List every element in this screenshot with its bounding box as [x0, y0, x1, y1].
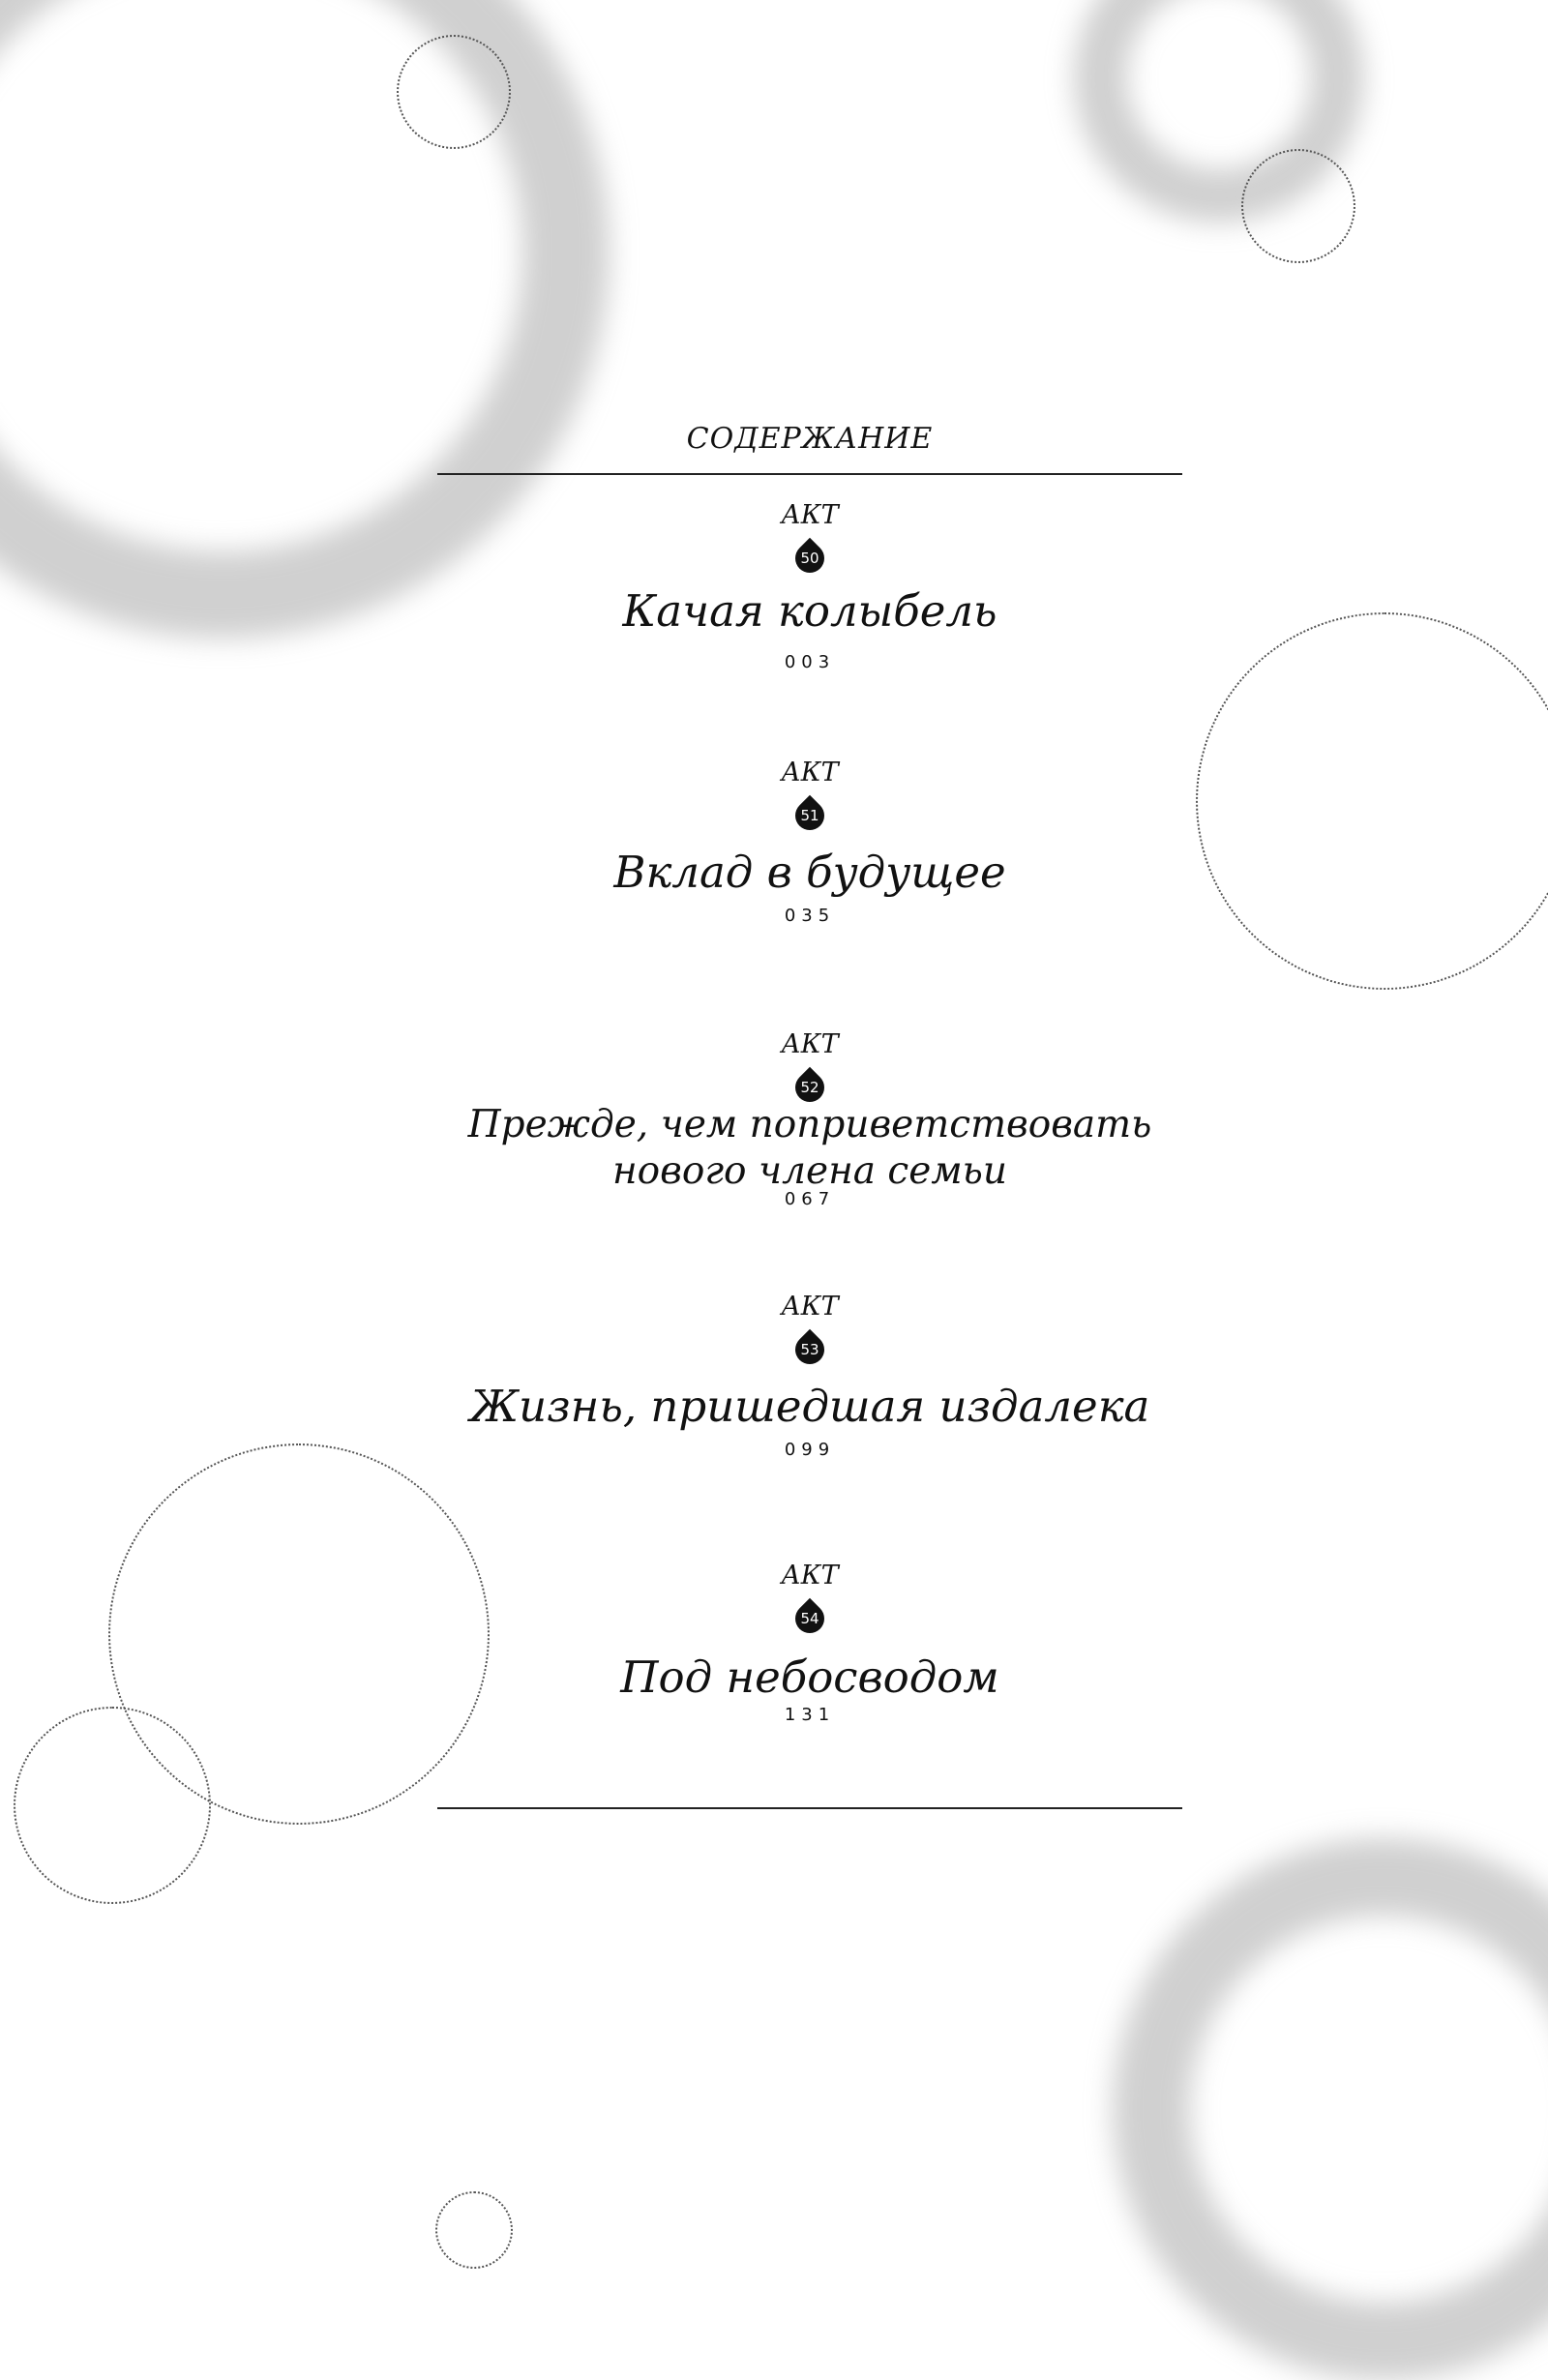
toc-heading: СОДЕРЖАНИЕ [686, 422, 934, 456]
toc-entry-act-53[interactable] [437, 1293, 1182, 1461]
drop-icon [793, 1596, 826, 1635]
page-number: 099 [784, 1440, 836, 1460]
page-number: 131 [784, 1705, 836, 1725]
act-number: 53 [800, 1341, 819, 1358]
bottom-divider [437, 1807, 1182, 1809]
act-number: 50 [800, 550, 819, 567]
act-label: АКТ [781, 500, 839, 530]
act-label: АКТ [781, 1292, 839, 1322]
chapter-title: Жизнь, пришедшая издалека [469, 1381, 1150, 1432]
toc-entry-act-50[interactable] [437, 501, 1182, 673]
act-label: АКТ [781, 1029, 839, 1059]
drop-icon [793, 793, 826, 832]
act-number: 54 [800, 1610, 819, 1627]
act-label: АКТ [781, 758, 839, 788]
drop-icon [793, 1065, 826, 1104]
chapter-title-line-1: Прежде, чем поприветствовать [467, 1103, 1152, 1146]
page-number: 035 [784, 906, 836, 926]
toc-entry-act-51[interactable] [437, 759, 1182, 927]
drop-icon [793, 1327, 826, 1366]
page-number: 067 [784, 1189, 836, 1209]
drop-icon [793, 536, 826, 575]
top-divider [437, 473, 1182, 475]
chapter-title: Под небосводом [620, 1651, 999, 1703]
toc-entry-act-52[interactable] [437, 1030, 1182, 1210]
act-number: 51 [800, 807, 819, 824]
page-number: 003 [784, 652, 836, 672]
chapter-title-line-2: нового члена семьи [611, 1149, 1008, 1193]
chapter-title: Вклад в будущее [613, 847, 1006, 898]
act-label: АКТ [781, 1561, 839, 1591]
chapter-title: Качая колыбель [622, 585, 997, 637]
toc-entry-act-54[interactable] [437, 1562, 1182, 1726]
act-number: 52 [800, 1079, 819, 1096]
